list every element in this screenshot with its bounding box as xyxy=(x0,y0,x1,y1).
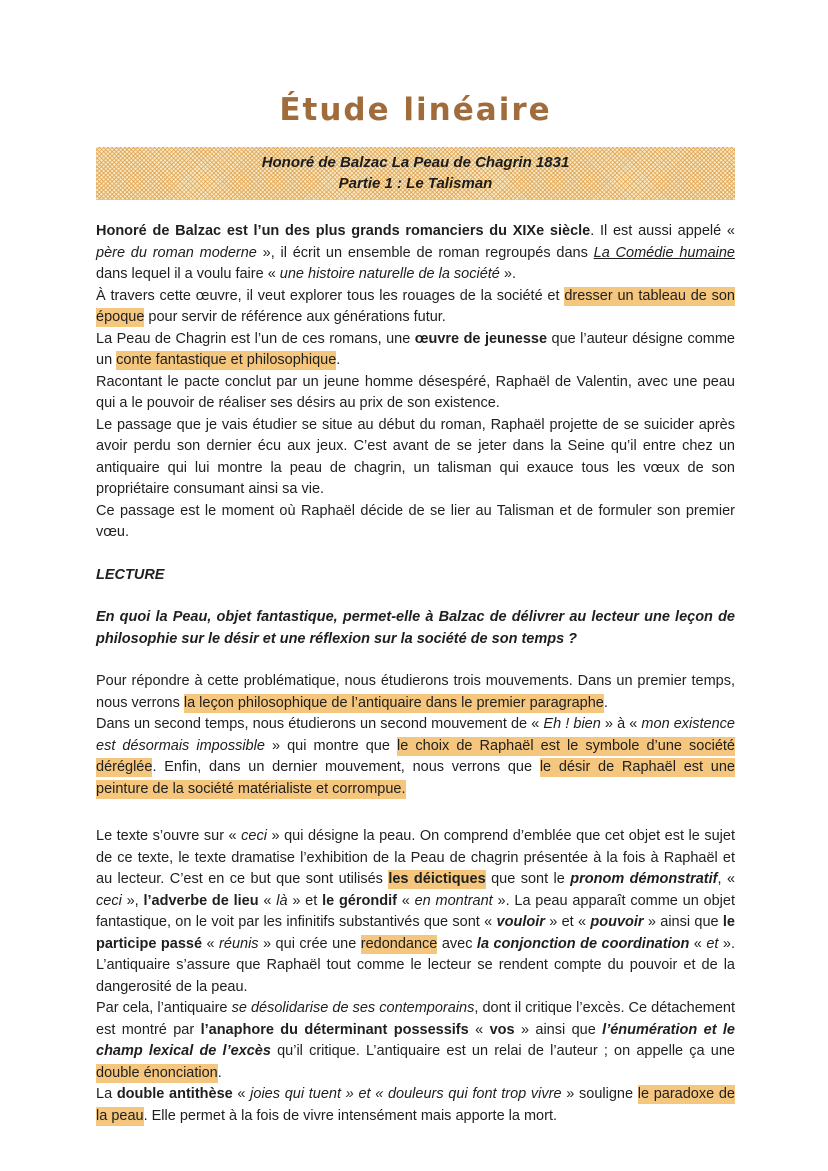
text-segment: ». La peau apparaît comme un objet fantastique, on le voit par les infinitifs substantivés que sont « xyxy=(96,892,735,930)
header-banner xyxy=(96,147,735,200)
paragraph xyxy=(96,501,735,544)
paragraph xyxy=(96,714,735,800)
text-segment: Racontant le pacte conclut par un jeune homme désespéré, Raphaël de Valentin, avec une peau qui a le pouvoir de réaliser ses désirs au prix de son existence. xyxy=(96,373,735,411)
text-segment: « xyxy=(232,1086,251,1102)
text-segment: » qui désigne la peau. On comprend d’emblée que cet objet est le sujet de ce texte, le texte dramatise l’exhibition de la Peau de chagrin présentée à la fois à Raphaël et au lecteur. C’est en ce but que sont utilisés xyxy=(96,828,735,887)
text-segment: Pour répondre à cette problématique, nous étudierons trois mouvements. Dans un premier temps, nous verrons xyxy=(96,673,735,711)
text-segment: que l’auteur désigne comme un xyxy=(96,330,735,368)
text-segment: » ainsi que xyxy=(514,1021,603,1038)
text-segment: avec xyxy=(437,935,477,952)
highlighted-text: conte fantastique et philosophique xyxy=(116,352,337,368)
text-segment: vouloir xyxy=(496,914,545,930)
text-segment: là xyxy=(276,892,288,909)
document-body xyxy=(96,221,735,1127)
paragraph xyxy=(96,1084,735,1127)
paragraph xyxy=(96,671,735,714)
text-segment: À travers cette œuvre, il veut explorer tous les rouages de la société et xyxy=(96,287,565,304)
text-segment: se désolidarise de ses contemporains xyxy=(231,1000,475,1016)
text-segment: La xyxy=(96,1086,117,1102)
highlighted-text: les déictiques xyxy=(388,871,486,887)
text-segment: Eh ! bien xyxy=(543,716,601,732)
text-segment: joies qui tuent » et « douleurs qui font trop vivre xyxy=(250,1086,562,1102)
text-segment: ». xyxy=(499,266,516,282)
paragraph xyxy=(96,826,735,998)
text-segment: » qui montre que xyxy=(264,737,398,754)
text-segment: . Enfin, dans un dernier mouvement, nous verrons que xyxy=(152,759,540,775)
text-segment: » et xyxy=(287,892,323,909)
paragraph xyxy=(96,286,735,329)
paragraph xyxy=(96,329,735,372)
text-segment: père du roman moderne xyxy=(96,244,257,261)
text-segment: . xyxy=(336,352,341,368)
highlighted-text: la leçon philosophique de l’antiquaire dans le premier paragraphe xyxy=(183,694,604,711)
text-segment: pour servir de référence aux générations futur. xyxy=(144,309,446,325)
text-segment: qu’il critique. L’antiquaire est un relai de l’auteur ; on appelle ça une xyxy=(270,1043,735,1059)
text-segment: le participe passé xyxy=(96,914,735,952)
text-segment: vos xyxy=(489,1021,515,1038)
text-segment: . Il est aussi appelé « xyxy=(590,223,735,239)
paragraph xyxy=(96,607,735,650)
text-segment: pronom démonstratif xyxy=(570,871,718,887)
text-segment: , dont il critique l’excès. Ce détachement est montré par xyxy=(96,1000,735,1038)
text-segment: le gérondif xyxy=(322,892,397,909)
text-segment: que sont le xyxy=(485,871,571,887)
highlighted-text: double énonciation xyxy=(96,1064,218,1081)
text-segment: Le passage que je vais étudier se situe au début du roman, Raphaël projette de se suicider après avoir perdu son dernier écu aux jeux. C’est avant de se jeter dans la Seine qu’il entre chez un antiquaire qui lui montre la peau de chagrin, un talisman qui exauce tous les vœux de son propriétaire consumant ainsi sa vie. xyxy=(96,416,735,497)
text-segment: LECTURE xyxy=(96,566,165,583)
text-segment: En quoi la Peau, objet fantastique, permet-elle à Balzac de délivrer au lecteur une leçon de philosophie sur le désir et une réflexion sur la société de son temps ? xyxy=(96,609,735,647)
text-segment: La Comédie humaine xyxy=(593,244,735,261)
text-segment: l’énumération et le champ lexical de l’excès xyxy=(96,1021,735,1059)
text-segment: . Elle permet à la fois de vivre intensément mais apporte la mort. xyxy=(143,1107,558,1124)
text-segment: l’adverbe de lieu xyxy=(143,892,259,909)
text-segment: la conjonction de coordination xyxy=(476,935,690,952)
text-segment: Le texte s’ouvre sur « xyxy=(96,828,242,844)
text-segment: » et « xyxy=(544,914,591,930)
text-segment: « xyxy=(689,935,707,952)
paragraph xyxy=(96,372,735,415)
paragraph xyxy=(96,415,735,501)
text-segment: ». L’antiquaire s’assure que Raphaël tout comme le lecteur se rendent compte du pouvoir et de la dangerosité de la peau. xyxy=(96,935,736,995)
paragraph-gap xyxy=(96,800,735,826)
paragraph-gap xyxy=(96,544,735,565)
highlighted-text: le paradoxe de la peau xyxy=(96,1086,735,1124)
text-segment: œuvre de jeunesse xyxy=(414,330,548,347)
highlighted-text: dresser un tableau de son époque xyxy=(96,287,735,325)
text-segment: « xyxy=(258,892,277,909)
text-segment: « xyxy=(396,892,415,909)
text-segment: « xyxy=(202,935,220,952)
text-segment: » qui crée une xyxy=(258,935,361,952)
text-segment: « xyxy=(468,1021,490,1038)
text-segment: . xyxy=(217,1064,222,1081)
highlighted-text: redondance xyxy=(360,935,438,952)
text-segment: et xyxy=(706,935,719,952)
section-heading xyxy=(96,565,735,587)
text-segment: », il écrit un ensemble de roman regroupés dans xyxy=(256,244,594,261)
paragraph xyxy=(96,221,735,286)
text-segment: l’anaphore du déterminant possessifs xyxy=(200,1021,469,1038)
highlighted-text: le désir de Raphaël est une peinture de la société matérialiste et corrompue. xyxy=(96,759,735,797)
paragraph-gap xyxy=(96,586,735,607)
text-segment: en montrant xyxy=(414,892,493,909)
text-segment: » ainsi que xyxy=(643,914,723,930)
text-segment: réunis xyxy=(219,935,259,952)
text-segment: Honoré de Balzac est l’un des plus grands romanciers du XIXe siècle xyxy=(96,223,591,239)
text-segment: Par cela, l’antiquaire xyxy=(96,1000,232,1016)
text-segment: une histoire naturelle de la société xyxy=(279,266,500,282)
paragraph-gap xyxy=(96,650,735,671)
text-segment: ceci xyxy=(96,892,122,909)
text-segment: pouvoir xyxy=(590,914,644,930)
text-segment: », xyxy=(121,892,144,909)
text-segment: mon existence est désormais impossible xyxy=(96,716,735,754)
text-segment: . xyxy=(603,694,608,711)
page-title: Étude linéaire xyxy=(279,92,552,128)
text-segment: Dans un second temps, nous étudierons un second mouvement de « xyxy=(96,716,544,732)
text-segment: » à « xyxy=(600,716,642,732)
text-segment: La Peau de Chagrin est l’un de ces romans, une xyxy=(96,330,415,347)
text-segment: dans lequel il a voulu faire « xyxy=(96,266,280,282)
banner-line-part: Partie 1 : Le Talisman xyxy=(338,175,493,192)
text-segment: ceci xyxy=(241,828,267,844)
text-segment: » souligne xyxy=(561,1086,638,1102)
highlighted-text: le choix de Raphaël est le symbole d’une société déréglée xyxy=(96,737,735,775)
text-segment: , « xyxy=(717,871,736,887)
paragraph xyxy=(96,998,735,1084)
text-segment: double antithèse xyxy=(116,1086,233,1102)
banner-line-work: Honoré de Balzac La Peau de Chagrin 1831 xyxy=(261,154,570,171)
text-segment: Ce passage est le moment où Raphaël décide de se lier au Talisman et de formuler son premier vœu. xyxy=(96,502,735,540)
